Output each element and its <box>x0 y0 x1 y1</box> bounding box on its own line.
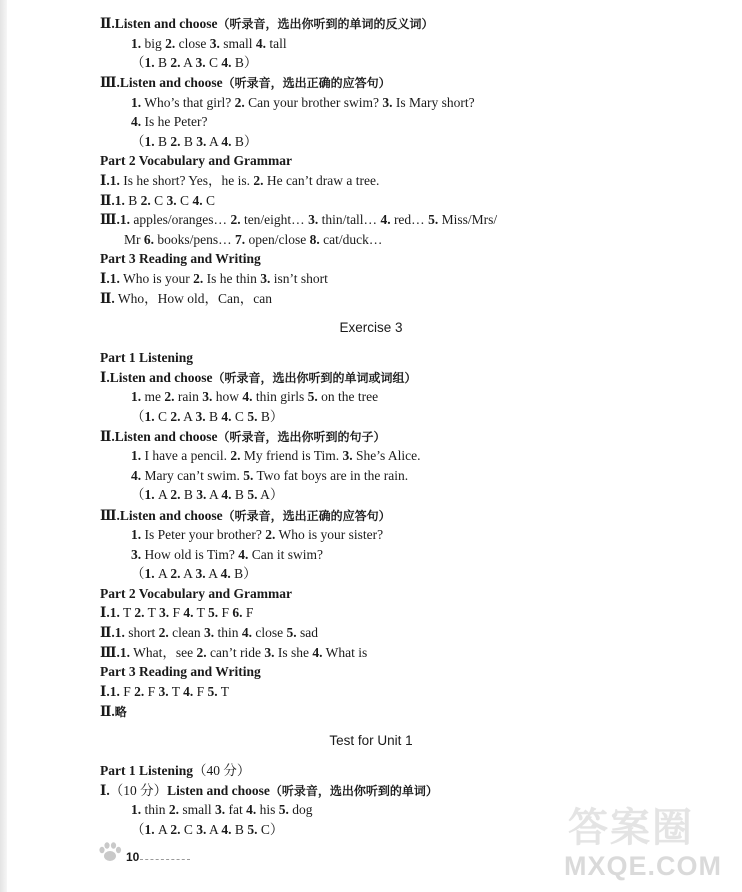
text-segment: Ⅲ. <box>100 645 120 660</box>
text-segment: 5. <box>278 802 289 817</box>
section-heading <box>100 74 391 92</box>
text-segment: 4. <box>221 134 232 149</box>
text-segment: C <box>150 193 167 208</box>
text-segment: Mary can’t swim. <box>141 468 244 483</box>
answer-line <box>131 546 323 563</box>
text-segment: 2. <box>230 448 241 463</box>
text-segment: Is he short? Yes，he is. <box>119 173 254 188</box>
text-segment: T <box>217 684 230 699</box>
text-segment: B） <box>231 55 258 70</box>
text-segment: 3. <box>196 822 207 837</box>
text-segment: Ⅲ. <box>100 212 120 227</box>
text-segment: C <box>231 409 248 424</box>
text-segment: B <box>154 134 171 149</box>
text-segment: tall <box>266 36 287 51</box>
text-segment: B） <box>257 409 284 424</box>
text-segment: Who，How old，Can，can <box>114 291 272 306</box>
text-segment: 6. <box>143 232 154 247</box>
section-heading <box>100 369 416 387</box>
text-segment: 3. <box>158 684 169 699</box>
text-segment: What is <box>322 645 368 660</box>
answer-line <box>100 644 367 661</box>
test-title: Test for Unit 1 <box>329 733 413 748</box>
text-segment: Part 1 Listening <box>100 350 193 365</box>
text-segment: What，see <box>129 645 197 660</box>
text-segment: 3. <box>308 212 319 227</box>
text-segment: .Listen and choose <box>116 75 223 90</box>
text-segment: Ⅱ <box>100 16 112 31</box>
watermark-en-text: MXQE.COM <box>564 851 723 881</box>
text-segment: （听录音，选出你听到的单词） <box>269 784 438 798</box>
section-heading <box>100 15 434 33</box>
text-segment: 5. <box>247 822 258 837</box>
text-segment: My friend is Tim. <box>240 448 343 463</box>
section-heading <box>100 428 386 446</box>
text-segment: books/pens… <box>154 232 235 247</box>
answer-line <box>100 211 497 228</box>
answer-line <box>100 270 328 287</box>
answer-line <box>100 683 229 700</box>
text-segment: （ <box>131 487 145 502</box>
text-segment: Two fat boys are in the rain. <box>253 468 409 483</box>
text-segment: 4. <box>246 802 257 817</box>
text-segment: Can it swim? <box>248 547 324 562</box>
text-segment: B <box>154 55 171 70</box>
text-segment: clean <box>168 625 204 640</box>
text-segment: （ <box>131 55 145 70</box>
text-segment: isn’t short <box>270 271 328 286</box>
answer-line <box>131 408 283 425</box>
text-segment: Ⅰ. <box>100 271 110 286</box>
section-heading <box>100 507 391 525</box>
text-segment: 3. <box>166 193 177 208</box>
text-segment: 3. <box>202 389 213 404</box>
page-number: 10 <box>126 850 140 864</box>
text-segment: B <box>231 822 248 837</box>
text-segment: 3. <box>204 625 215 640</box>
text-segment: （ <box>131 822 145 837</box>
watermark-cn-text: 答案圈 <box>568 805 694 851</box>
text-segment: rain <box>174 389 203 404</box>
text-segment: how <box>212 389 243 404</box>
text-segment: B） <box>230 566 257 581</box>
text-segment: 5. <box>207 684 218 699</box>
answer-line <box>131 94 475 111</box>
text-segment: （听录音，选出你听到的单词或词组） <box>212 371 417 385</box>
text-segment: 3. <box>158 605 170 620</box>
text-segment: I have a pencil. <box>141 448 231 463</box>
text-segment: 1. <box>131 36 142 51</box>
text-segment: on the tree <box>317 389 379 404</box>
text-segment: C <box>180 822 197 837</box>
answer-line <box>131 133 257 150</box>
text-segment: B <box>124 193 141 208</box>
text-segment: Who is your sister? <box>275 527 384 542</box>
text-segment: 4. <box>255 36 267 51</box>
answer-line <box>131 113 207 130</box>
text-segment: 4. <box>183 605 194 620</box>
text-segment: 2. <box>170 822 181 837</box>
text-segment: 4. <box>183 684 194 699</box>
text-segment: A <box>154 566 171 581</box>
answer-line <box>100 172 379 189</box>
text-segment: 5. <box>247 409 258 424</box>
text-segment: Ⅰ. <box>100 783 110 798</box>
text-segment: A <box>154 487 171 502</box>
answer-line <box>100 192 215 209</box>
text-segment: Ⅱ. <box>100 704 115 719</box>
text-segment: Ⅰ.Listen and choose <box>100 370 213 385</box>
text-segment: Who is your <box>119 271 194 286</box>
text-segment: 1. <box>109 271 120 286</box>
text-segment: 4. <box>312 645 323 660</box>
text-segment: 5. <box>428 212 439 227</box>
text-segment: 4. <box>242 389 253 404</box>
text-segment: （听录音，选出你听到的单词的反义词） <box>217 17 434 31</box>
text-segment: C） <box>257 822 284 837</box>
text-segment: A <box>180 566 196 581</box>
text-segment: Part 3 Reading and Writing <box>100 664 261 679</box>
text-segment: 3. <box>215 802 226 817</box>
answer-line <box>131 447 421 464</box>
text-segment: 略 <box>114 705 127 719</box>
text-segment: （10 分） <box>109 783 168 798</box>
text-segment: 4. <box>131 468 142 483</box>
text-segment: Is she <box>274 645 313 660</box>
text-segment: Mr <box>124 232 144 247</box>
text-segment: close <box>175 36 210 51</box>
text-segment: Part 2 Vocabulary and Grammar <box>100 153 292 168</box>
text-segment: T <box>193 605 209 620</box>
text-segment: 3. <box>196 487 207 502</box>
text-segment: 6. <box>232 605 243 620</box>
text-segment: 2. <box>134 684 145 699</box>
text-segment: short <box>124 625 159 640</box>
text-segment: （ <box>131 566 145 581</box>
text-segment: 8. <box>309 232 320 247</box>
answer-line <box>131 54 257 71</box>
text-segment: F <box>193 684 208 699</box>
answer-line <box>131 526 383 543</box>
text-segment: 5. <box>247 487 258 502</box>
text-segment: 3. <box>209 36 220 51</box>
text-segment: small <box>179 802 216 817</box>
text-segment: He can’t draw a tree. <box>263 173 380 188</box>
text-segment: A <box>206 487 222 502</box>
text-segment: 5. <box>307 389 318 404</box>
text-segment: 1. <box>109 684 120 699</box>
text-segment: Can your brother swim? <box>244 95 383 110</box>
text-segment: 2. <box>170 134 181 149</box>
text-segment: 7. <box>235 232 246 247</box>
text-segment: 4. <box>241 625 253 640</box>
text-segment: thin <box>141 802 169 817</box>
text-segment: 2. <box>253 173 264 188</box>
text-segment: ten/eight… <box>240 212 309 227</box>
text-segment: 2. <box>168 802 180 817</box>
text-segment: F <box>144 684 159 699</box>
text-segment: Miss/Mrs/ <box>438 212 498 227</box>
text-segment: open/close <box>245 232 310 247</box>
text-segment: B <box>231 487 248 502</box>
text-segment: 2. <box>170 55 181 70</box>
text-segment: 3. <box>260 271 271 286</box>
text-segment: 2. <box>265 527 276 542</box>
text-segment: 1. <box>131 95 142 110</box>
text-segment: She’s Alice. <box>352 448 421 463</box>
text-segment: red… <box>390 212 429 227</box>
text-segment: small <box>219 36 256 51</box>
text-segment: C <box>176 193 193 208</box>
text-segment: 2. <box>140 193 151 208</box>
text-segment: 1. <box>144 566 155 581</box>
text-segment: T <box>119 605 135 620</box>
text-segment: 1. <box>144 409 155 424</box>
part-heading <box>100 152 292 169</box>
text-segment: C <box>202 193 215 208</box>
text-segment: thin/tall… <box>318 212 381 227</box>
text-segment: 4. <box>192 193 203 208</box>
text-segment: B） <box>231 134 258 149</box>
text-segment: Listen and choose <box>167 783 270 798</box>
text-segment: （ <box>131 134 145 149</box>
text-segment: can’t ride <box>206 645 265 660</box>
text-segment: Ⅲ <box>100 75 117 90</box>
text-segment: A <box>205 566 221 581</box>
text-segment: （听录音，选出正确的应答句） <box>222 76 391 90</box>
text-segment: 5. <box>286 625 297 640</box>
text-segment: 3. <box>382 95 393 110</box>
text-segment: Is he Peter? <box>141 114 208 129</box>
text-segment: me <box>141 389 165 404</box>
answer-line <box>131 35 287 52</box>
text-segment: 2. <box>193 271 204 286</box>
part-heading <box>100 762 250 779</box>
footer-divider <box>140 859 190 860</box>
text-segment: A <box>180 55 196 70</box>
text-segment: （听录音，选出正确的应答句） <box>222 509 391 523</box>
text-segment: 2. <box>170 566 181 581</box>
text-segment: 4. <box>221 822 232 837</box>
text-segment: 1. <box>119 212 130 227</box>
text-segment: 2. <box>234 95 245 110</box>
text-segment: Ⅰ. <box>100 684 110 699</box>
text-segment: 3. <box>195 566 206 581</box>
text-segment: Is he thin <box>203 271 261 286</box>
text-segment: Ⅰ. <box>100 605 110 620</box>
part-heading <box>100 585 292 602</box>
text-segment: A） <box>257 487 284 502</box>
answer-line <box>131 565 257 582</box>
part-heading <box>100 349 193 366</box>
answer-line <box>131 388 378 405</box>
answer-line <box>100 604 253 621</box>
text-segment: 4. <box>221 409 232 424</box>
text-segment: Part 2 Vocabulary and Grammar <box>100 586 292 601</box>
text-segment: 1. <box>131 802 142 817</box>
text-segment: Part 3 Reading and Writing <box>100 251 261 266</box>
text-segment: Who’s that girl? <box>141 95 235 110</box>
text-segment: （ <box>131 409 145 424</box>
text-segment: How old is Tim? <box>141 547 239 562</box>
text-segment: （40 分） <box>193 763 251 778</box>
text-segment: Is Mary short? <box>392 95 475 110</box>
text-segment: Ⅱ. <box>100 193 115 208</box>
text-segment: 1. <box>131 527 142 542</box>
part-heading <box>100 250 261 267</box>
text-segment: 2. <box>170 487 181 502</box>
text-segment: C <box>205 55 222 70</box>
text-segment: dog <box>288 802 313 817</box>
text-segment: sad <box>296 625 319 640</box>
text-segment: T <box>144 605 159 620</box>
text-segment: A <box>206 134 222 149</box>
text-segment: Part 1 Listening <box>100 763 193 778</box>
text-segment: A <box>154 822 171 837</box>
text-segment: 3. <box>196 134 207 149</box>
text-segment: 4. <box>380 212 391 227</box>
answer-line <box>131 801 313 818</box>
answer-line <box>131 821 283 838</box>
text-segment: A <box>206 822 222 837</box>
text-segment: 1. <box>144 134 155 149</box>
text-segment: Is Peter your brother? <box>141 527 266 542</box>
text-segment: A <box>180 409 196 424</box>
text-segment: 5. <box>208 605 219 620</box>
text-segment: 2. <box>196 645 207 660</box>
text-segment: 1. <box>109 173 120 188</box>
answer-line <box>100 703 127 721</box>
text-segment: cat/duck… <box>319 232 383 247</box>
text-segment: thin <box>214 625 242 640</box>
text-segment: 1. <box>119 645 130 660</box>
text-segment: T <box>168 684 184 699</box>
answer-line <box>100 290 272 307</box>
watermark-logo <box>560 796 740 888</box>
answer-line <box>124 231 382 248</box>
text-segment: 1. <box>114 193 125 208</box>
text-segment: F <box>169 605 184 620</box>
text-segment: 1. <box>109 605 120 620</box>
text-segment: fat <box>225 802 247 817</box>
text-segment: 1. <box>131 448 142 463</box>
text-segment: 5. <box>243 468 254 483</box>
text-segment: apples/oranges… <box>129 212 231 227</box>
text-segment: 4. <box>221 55 232 70</box>
text-segment: big <box>141 36 166 51</box>
answer-line <box>100 624 318 641</box>
text-segment: 3. <box>131 547 142 562</box>
text-segment: 1. <box>144 55 155 70</box>
part-heading <box>100 663 261 680</box>
text-segment: close <box>252 625 287 640</box>
text-segment: 2. <box>158 625 169 640</box>
text-segment: （听录音，选出你听到的句子） <box>217 430 386 444</box>
text-segment: 1. <box>114 625 125 640</box>
text-segment: 4. <box>238 547 249 562</box>
text-segment: F <box>218 605 233 620</box>
answer-line <box>131 467 408 484</box>
text-segment: B <box>205 409 222 424</box>
text-segment: 3. <box>195 55 206 70</box>
text-segment: 3. <box>264 645 275 660</box>
text-segment: F <box>119 684 135 699</box>
paw-print-icon <box>97 841 123 863</box>
exercise-title: Exercise 3 <box>339 320 403 335</box>
text-segment: his <box>256 802 279 817</box>
text-segment: 2. <box>164 389 175 404</box>
text-segment: 2. <box>230 212 241 227</box>
text-segment: C <box>154 409 171 424</box>
text-segment: .Listen and choose <box>111 16 218 31</box>
text-segment: Ⅰ. <box>100 173 110 188</box>
text-segment: F <box>242 605 254 620</box>
answer-line <box>131 486 283 503</box>
text-segment: 3. <box>195 409 206 424</box>
text-segment: 3. <box>342 448 353 463</box>
text-segment: 1. <box>144 822 155 837</box>
text-segment: 2. <box>170 409 181 424</box>
text-segment: 2. <box>134 605 145 620</box>
text-segment: B <box>180 134 197 149</box>
text-segment: 1. <box>144 487 155 502</box>
text-segment: B <box>180 487 197 502</box>
text-segment: Ⅱ. <box>100 291 115 306</box>
section-heading <box>100 782 438 800</box>
text-segment: Ⅱ.Listen and choose <box>100 429 218 444</box>
text-segment: 4. <box>220 566 231 581</box>
text-segment: thin girls <box>252 389 308 404</box>
text-segment: 4. <box>131 114 142 129</box>
text-segment: Ⅲ.Listen and choose <box>100 508 223 523</box>
text-segment: 1. <box>131 389 142 404</box>
text-segment: 2. <box>165 36 176 51</box>
text-segment: 4. <box>221 487 232 502</box>
text-segment: Ⅱ. <box>100 625 115 640</box>
